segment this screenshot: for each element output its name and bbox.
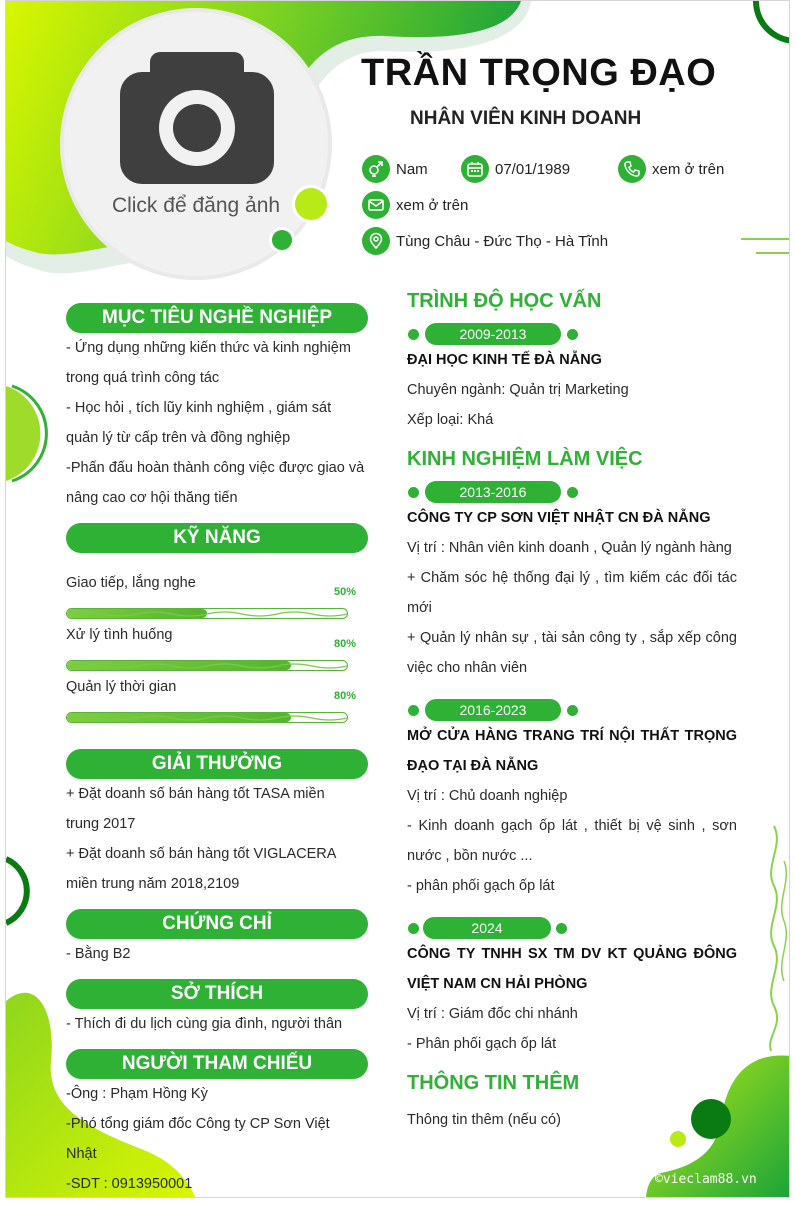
objective-line: -Phấn đấu hoàn thành công việc được giao và [66, 460, 365, 476]
certificate-line: - Bằng B2 [66, 946, 131, 962]
skill-bar [66, 608, 348, 619]
certificates-text [66, 939, 131, 969]
gender-icon [362, 155, 390, 183]
hobby-line: - Thích đi du lịch cùng gia đình, người thân [66, 1016, 343, 1032]
references-text [66, 1079, 330, 1199]
job-period: 2013-2016 [425, 481, 561, 503]
skill-percent: 80% [334, 690, 357, 702]
award-line: + Đặt doanh số bán hàng tốt VIGLACERA [66, 846, 337, 862]
email-value: xem ở trên [396, 196, 469, 214]
job-title: NHÂN VIÊN KINH DOANH [410, 108, 642, 129]
school-name: ĐẠI HỌC KINH TẾ ĐÀ NẴNG [407, 352, 602, 368]
job-line: - phân phối gạch ốp lát [407, 878, 555, 894]
email-icon [362, 191, 390, 219]
skill-name: Giao tiếp, lắng nghe [66, 575, 196, 591]
job-line: Vị trí : Chủ doanh nghiệp [407, 788, 568, 804]
job-details [407, 939, 737, 1059]
candidate-name: TRẦN TRỌNG ĐẠO [361, 52, 717, 94]
company-name: CÔNG TY TNHH SX TM DV KT QUẢNG ĐÔNG [407, 946, 737, 962]
timeline-dot [567, 329, 578, 340]
gender-row [362, 155, 428, 183]
objective-line: - Ứng dụng những kiến thức và kinh nghiệm [66, 340, 351, 356]
upload-photo-label[interactable]: Click để đăng ảnh [111, 194, 281, 217]
additional-heading: THÔNG TIN THÊM [407, 1072, 580, 1094]
phone-row [618, 155, 724, 183]
skill-bar-wave [67, 661, 347, 670]
award-line: miền trung năm 2018,2109 [66, 876, 240, 892]
reference-line: Nhật [66, 1146, 97, 1162]
education-heading: TRÌNH ĐỘ HỌC VẤN [407, 290, 602, 312]
calendar-icon [461, 155, 489, 183]
company-name: MỞ CỬA HÀNG TRANG TRÍ NỘI THẤT TRỌNG [407, 728, 737, 744]
reference-line: -Ông : Phạm Hồng Kỳ [66, 1086, 208, 1102]
education-period: 2009-2013 [425, 323, 561, 345]
award-line: + Đặt doanh số bán hàng tốt TASA miền [66, 786, 325, 802]
hobbies-text [66, 1009, 342, 1039]
job-line: + Quản lý nhân sự , tài sản công ty , sắp xếp công [407, 630, 737, 646]
timeline-dot [567, 487, 578, 498]
objective-text [66, 333, 364, 513]
birthday-value: 07/01/1989 [495, 160, 571, 178]
additional-text [407, 1105, 561, 1135]
job-line: mới [407, 600, 432, 616]
job-details [407, 503, 737, 683]
watermark: ©vieclam88.vn [655, 1172, 757, 1187]
timeline-dot [556, 923, 567, 934]
skill-bar-wave [67, 609, 347, 618]
hobbies-heading: SỞ THÍCH [66, 979, 368, 1009]
camera-icon [120, 52, 274, 184]
reference-line: -SDT : 0913950001 [66, 1176, 193, 1192]
address-value: Tùng Châu - Đức Thọ - Hà Tĩnh [396, 232, 609, 250]
objective-line: trong quá trình công tác [66, 370, 220, 386]
job-line: Vị trí : Nhân viên kinh doanh , Quản lý ngành hàng [407, 540, 732, 556]
objective-line: nâng cao cơ hội thăng tiến [66, 490, 238, 506]
decor-dot-green [272, 230, 292, 250]
job-details [407, 721, 737, 901]
skill-bar [66, 660, 348, 671]
timeline-dot [408, 923, 419, 934]
objective-line: - Học hỏi , tích lũy kinh nghiệm , giám sát [66, 400, 332, 416]
job-line: việc cho nhân viên [407, 660, 528, 676]
awards-text [66, 779, 336, 899]
skill-percent: 50% [334, 586, 357, 598]
email-row [362, 191, 468, 219]
job-line: - Phân phối gạch ốp lát [407, 1036, 557, 1052]
additional-line: Thông tin thêm (nếu có) [407, 1112, 561, 1128]
decor-dot-lime [295, 188, 327, 220]
skill-bar-wave [67, 713, 347, 722]
awards-heading: GIẢI THƯỞNG [66, 749, 368, 779]
company-name: ĐẠO TẠI ĐÀ NẴNG [407, 758, 539, 774]
skill-percent: 80% [334, 638, 357, 650]
job-line: Vị trí : Giám đốc chi nhánh [407, 1006, 578, 1022]
phone-value: xem ở trên [652, 160, 725, 178]
objective-line: quản lý từ cấp trên và đồng nghiệp [66, 430, 291, 446]
education-grade: Xếp loại: Khá [407, 412, 494, 428]
company-name: VIỆT NAM CN HẢI PHÒNG [407, 976, 588, 992]
skill-bar [66, 712, 348, 723]
education-details [407, 345, 737, 435]
certificates-heading: CHỨNG CHỈ [66, 909, 368, 939]
skill-name: Xử lý tình huống [66, 627, 173, 643]
job-line: + Chăm sóc hệ thống đại lý , tìm kiếm các đối tác [407, 570, 737, 586]
reference-line: -Phó tổng giám đốc Công ty CP Sơn Việt [66, 1116, 330, 1132]
award-line: trung 2017 [66, 816, 136, 832]
skills-heading: KỸ NĂNG [66, 523, 368, 553]
location-icon [362, 227, 390, 255]
references-heading: NGƯỜI THAM CHIẾU [66, 1049, 368, 1079]
job-period: 2016-2023 [425, 699, 561, 721]
company-name: CÔNG TY CP SƠN VIỆT NHẬT CN ĐÀ NẴNG [407, 510, 711, 526]
education-major: Chuyên ngành: Quản trị Marketing [407, 382, 629, 398]
timeline-dot [408, 705, 419, 716]
gender-value: Nam [396, 160, 428, 178]
job-period: 2024 [423, 917, 551, 939]
address-row [362, 227, 608, 255]
skill-name: Quản lý thời gian [66, 679, 177, 695]
timeline-dot [567, 705, 578, 716]
timeline-dot [408, 487, 419, 498]
experience-heading: KINH NGHIỆM LÀM VIỆC [407, 448, 643, 470]
objective-heading: MỤC TIÊU NGHỀ NGHIỆP [66, 303, 368, 333]
job-line: - Kinh doanh gạch ốp lát , thiết bị vệ sinh , sơn [407, 818, 737, 834]
job-line: nước , bồn nước ... [407, 848, 533, 864]
timeline-dot [408, 329, 419, 340]
phone-icon [618, 155, 646, 183]
birthday-row [461, 155, 570, 183]
